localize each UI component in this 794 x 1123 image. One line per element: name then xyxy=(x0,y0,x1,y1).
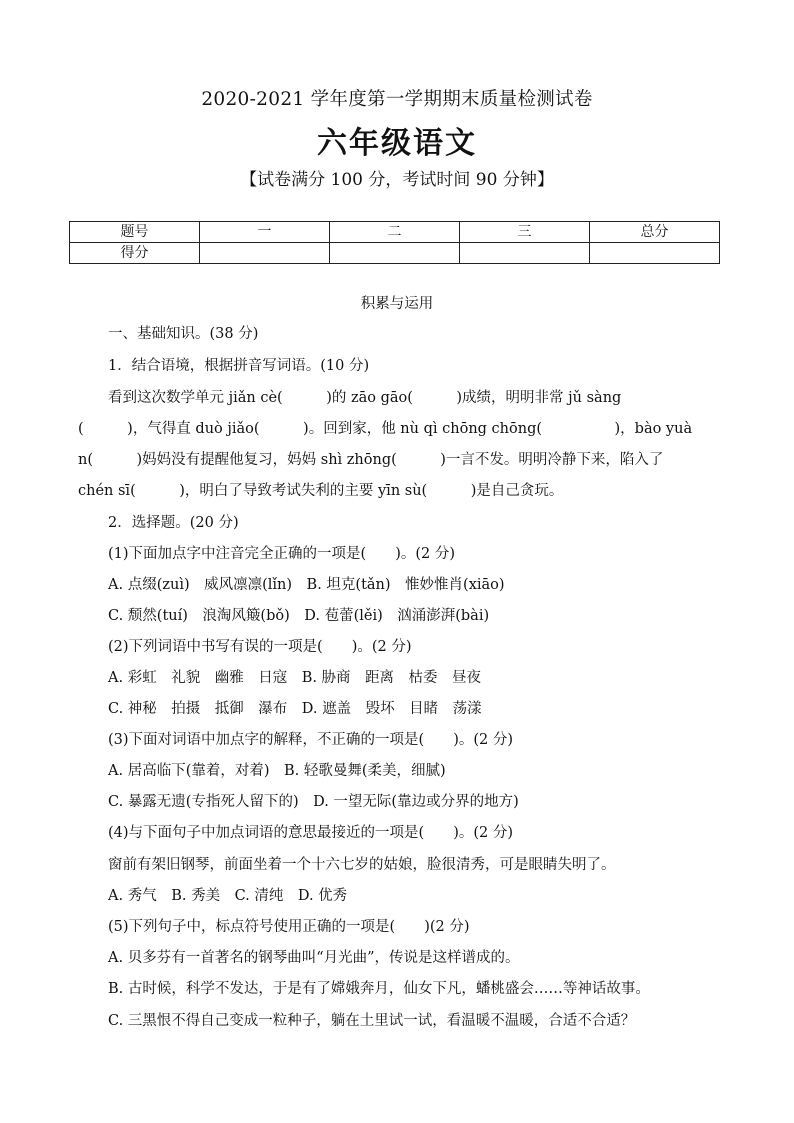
table-cell: 得分 xyxy=(70,243,200,264)
table-cell: 题号 xyxy=(70,222,200,243)
option-line: C. 神秘 拍摄 抵御 瀑布 D. 遮盖 毁坏 目睹 荡漾 xyxy=(108,701,482,717)
option-line: C. 颓然(tuí) 浪淘风簸(bǒ) D. 苞蕾(lěi) 汹涌澎湃(bài) xyxy=(108,608,490,624)
section-title: 积累与运用 xyxy=(360,296,434,312)
option-line: A. 贝多芬有一首著名的钢琴曲叫“月光曲”，传说是这样谱成的。 xyxy=(108,950,520,966)
score-input-cell[interactable] xyxy=(200,243,330,264)
exam-title: 2020-2021 学年度第一学期期末质量检测试卷 xyxy=(201,89,593,110)
sub-question-2: (2)下列词语中书写有误的一项是( )。(2 分) xyxy=(108,639,412,655)
table-cell: 二 xyxy=(330,222,460,243)
option-line: C. 暴露无遗(专指死人留下的) D. 一望无际(靠边或分界的地方) xyxy=(108,794,519,810)
subject-title: 六年级语文 xyxy=(317,126,477,161)
question-text: 窗前有架旧钢琴，前面坐着一个十六七岁的姑娘，脸很清秀，可是眼睛失明了。 xyxy=(108,857,616,873)
passage-line: n( )妈妈没有提醒他复习，妈妈 shì zhōng( )一言不发。明明冷静下来，陷入了 xyxy=(78,452,664,468)
exam-note: 【试卷满分 100 分，考试时间 90 分钟】 xyxy=(240,170,554,190)
option-line: B. 古时候，科学不发达，于是有了嫦娥奔月，仙女下凡，蟠桃盛会……等神话故事。 xyxy=(108,981,650,997)
passage-line: ( )，气得直 duò jiǎo( )。回到家，他 nù qì chōng chōng( )，bào yuà xyxy=(78,421,693,437)
score-input-cell[interactable] xyxy=(460,243,590,264)
passage-line: chén sī( )，明白了导致考试失利的主要 yīn sù( )是自己贪玩。 xyxy=(78,483,564,499)
option-line: A. 彩虹 礼貌 幽雅 日寇 B. 胁商 距离 枯委 昼夜 xyxy=(108,670,482,686)
sub-question-3: (3)下面对词语中加点字的解释，不正确的一项是( )。(2 分) xyxy=(108,732,513,748)
score-input-cell[interactable] xyxy=(590,243,720,264)
sub-question-5: (5)下列句子中，标点符号使用正确的一项是( )(2 分) xyxy=(108,919,470,935)
option-line: A. 点缀(zuì) 威风凛凛(lǐn) B. 坦克(tǎn) 惟妙惟肖(xiāo) xyxy=(108,577,505,593)
option-line: A. 居高临下(靠着，对着) B. 轻歌曼舞(柔美，细腻) xyxy=(108,763,446,779)
part-heading: 一、基础知识。(38 分) xyxy=(108,326,259,342)
table-row xyxy=(70,243,720,264)
option-line: C. 三黑恨不得自己变成一粒种子，躺在土里试一试，看温暖不温暖，合适不合适？ xyxy=(108,1013,636,1029)
passage-line: 看到这次数学单元 jiǎn cè( )的 zāo gāo( )成绩，明明非常 jǔ sàng xyxy=(108,390,622,406)
table-cell: 总分 xyxy=(590,222,720,243)
sub-question-1: (1)下面加点字中注音完全正确的一项是( )。(2 分) xyxy=(108,546,455,562)
table-row xyxy=(70,222,720,243)
score-input-cell[interactable] xyxy=(330,243,460,264)
question-2: 2．选择题。(20 分) xyxy=(108,515,239,531)
option-line: A. 秀气 B. 秀美 C. 清纯 D. 优秀 xyxy=(108,888,348,904)
question-1: 1．结合语境，根据拼音写词语。(10 分) xyxy=(108,358,370,374)
sub-question-4: (4)与下面句子中加点词语的意思最接近的一项是( )。(2 分) xyxy=(108,825,513,841)
score-table xyxy=(69,221,720,264)
table-cell: 三 xyxy=(460,222,590,243)
table-cell: 一 xyxy=(200,222,330,243)
